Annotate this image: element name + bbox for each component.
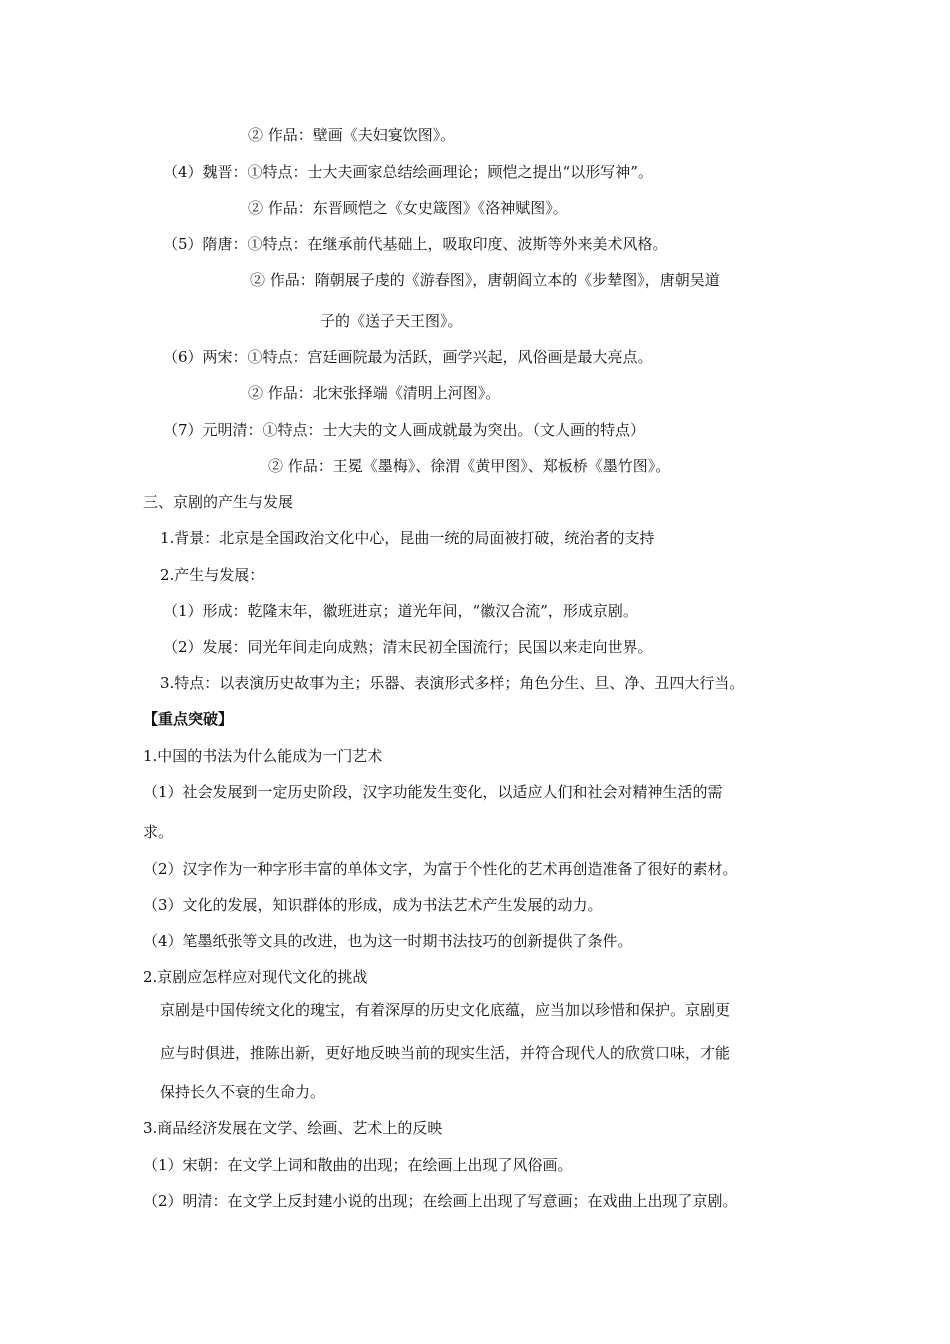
text-line: 京剧是中国传统文化的瑰宝，有着深厚的历史文化底蕴，应当加以珍惜和保护。京剧更	[160, 1001, 731, 1019]
text-line: （4）魏晋：①特点：士大夫画家总结绘画理论；顾恺之提出“以形写神”。	[163, 163, 653, 181]
text-line: 3.特点：以表演历史故事为主；乐器、表演形式多样；角色分生、旦、净、丑四大行当。	[160, 674, 745, 692]
text-line: ② 作品：王冕《墨梅》、徐渭《黄甲图》、郑板桥《墨竹图》。	[268, 457, 671, 475]
text-line: ② 作品：北宋张择端《清明上河图》。	[248, 384, 501, 402]
text-line: 求。	[143, 823, 174, 841]
text-line: 1.背景：北京是全国政治文化中心，昆曲一统的局面被打破，统治者的支持	[160, 529, 655, 547]
text-line: 1.中国的书法为什么能成为一门艺术	[143, 747, 383, 765]
text-line: 3.商品经济发展在文学、绘画、艺术上的反映	[143, 1119, 443, 1137]
text-line: （5）隋唐：①特点：在继承前代基础上，吸取印度、波斯等外来美术风格。	[163, 235, 668, 253]
text-line: ② 作品：隋朝展子虔的《游春图》，唐朝阎立本的《步辇图》，唐朝吴道	[250, 271, 720, 289]
text-line: （3）文化的发展，知识群体的形成，成为书法艺术产生发展的动力。	[143, 896, 603, 914]
text-line: ② 作品：壁画《夫妇宴饮图》。	[248, 126, 456, 144]
text-line: （2）发展：同光年间走向成熟；清末民初全国流行；民国以来走向世界。	[163, 638, 653, 656]
text-line: ② 作品：东晋顾恺之《女史箴图》《洛神赋图》。	[248, 199, 568, 217]
text-line: （1）形成：乾隆末年，徽班进京；道光年间，“徽汉合流”，形成京剧。	[163, 602, 638, 620]
text-line: （2）汉字作为一种字形丰富的单体文字，为富于个性化的艺术再创造准备了很好的素材。	[143, 860, 738, 878]
text-line: 应与时俱进，推陈出新，更好地反映当前的现实生活，并符合现代人的欣赏口味，才能	[160, 1044, 731, 1062]
text-line: 子的《送子天王图》。	[320, 312, 463, 330]
text-line: （4）笔墨纸张等文具的改进，也为这一时期书法技巧的创新提供了条件。	[143, 932, 633, 950]
text-line: （7）元明清：①特点：士大夫的文人画成就最为突出。（文人画的特点）	[163, 421, 646, 439]
section-heading: 三、京剧的产生与发展	[143, 493, 294, 511]
text-line: （2）明清：在文学上反封建小说的出现；在绘画上出现了写意画；在戏曲上出现了京剧。	[143, 1192, 738, 1210]
section-heading: 【重点突破】	[143, 710, 234, 728]
text-line: （6）两宋：①特点：宫廷画院最为活跃，画学兴起，风俗画是最大亮点。	[163, 348, 653, 366]
text-line: （1）社会发展到一定历史阶段，汉字功能发生变化，以适应人们和社会对精神生活的需	[143, 783, 723, 801]
text-line: （1）宋朝：在文学上词和散曲的出现；在绘画上出现了风俗画。	[143, 1156, 573, 1174]
text-line: 2.京剧应怎样应对现代文化的挑战	[143, 968, 368, 986]
text-line: 保持长久不衰的生命力。	[160, 1083, 326, 1101]
text-line: 2.产生与发展：	[160, 566, 265, 584]
